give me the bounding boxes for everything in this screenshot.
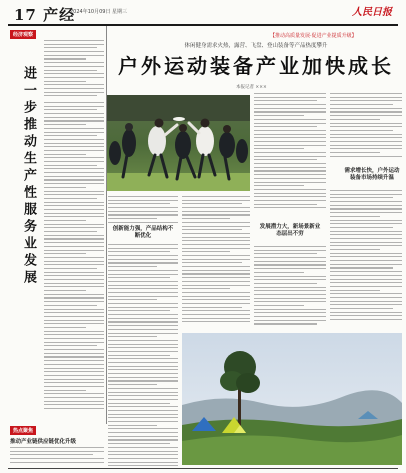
subhead-potential: 发展潜力大，新场景新业态层出不穷 [259, 224, 321, 237]
article-kicker: 【推动高质量发展·促进产业提质升级】 [270, 33, 357, 39]
subhead-demand: 需求增长快，户外运动装备市场持续升温 [344, 168, 400, 181]
sidebar-footer-text [10, 447, 104, 467]
page-header [0, 0, 406, 25]
frisbee-photo [107, 95, 250, 191]
sidebar-footer-label: 热点聚焦 [10, 426, 36, 435]
camping-photo [182, 333, 402, 465]
sidebar-text-main [44, 102, 104, 417]
sidebar-vertical-title: 进一步推动生产性服务业发展 [21, 66, 36, 287]
footer-rule [8, 468, 398, 469]
sidebar-footer-title: 推动产业链供应链优化升级 [10, 439, 77, 445]
article-col-1b [330, 190, 402, 330]
sidebar-text-top [44, 40, 104, 100]
sidebar-label: 经济观察 [10, 30, 36, 39]
subhead-innovation: 创新能力强，产品结构不断优化 [112, 226, 174, 239]
article-col-2b [254, 246, 326, 330]
article-col-1 [330, 93, 402, 163]
article-col-3 [108, 196, 178, 226]
article-byline: 本报记者 ××× [236, 85, 267, 90]
newspaper-brand: 人民日报 [352, 7, 392, 18]
issue-date: 2024年10月09日 星期三 [70, 9, 128, 15]
article-col-3b [108, 244, 178, 466]
section-title: 17 产经 [14, 6, 76, 24]
article-col-4 [182, 196, 250, 330]
article-headline: 户外运动装备产业加快成长 [118, 54, 394, 78]
article-col-2 [254, 93, 326, 219]
article-subtitle: 体闲健身需求火热，露营、飞盘、登山装备等产品热度攀升 [184, 43, 328, 49]
